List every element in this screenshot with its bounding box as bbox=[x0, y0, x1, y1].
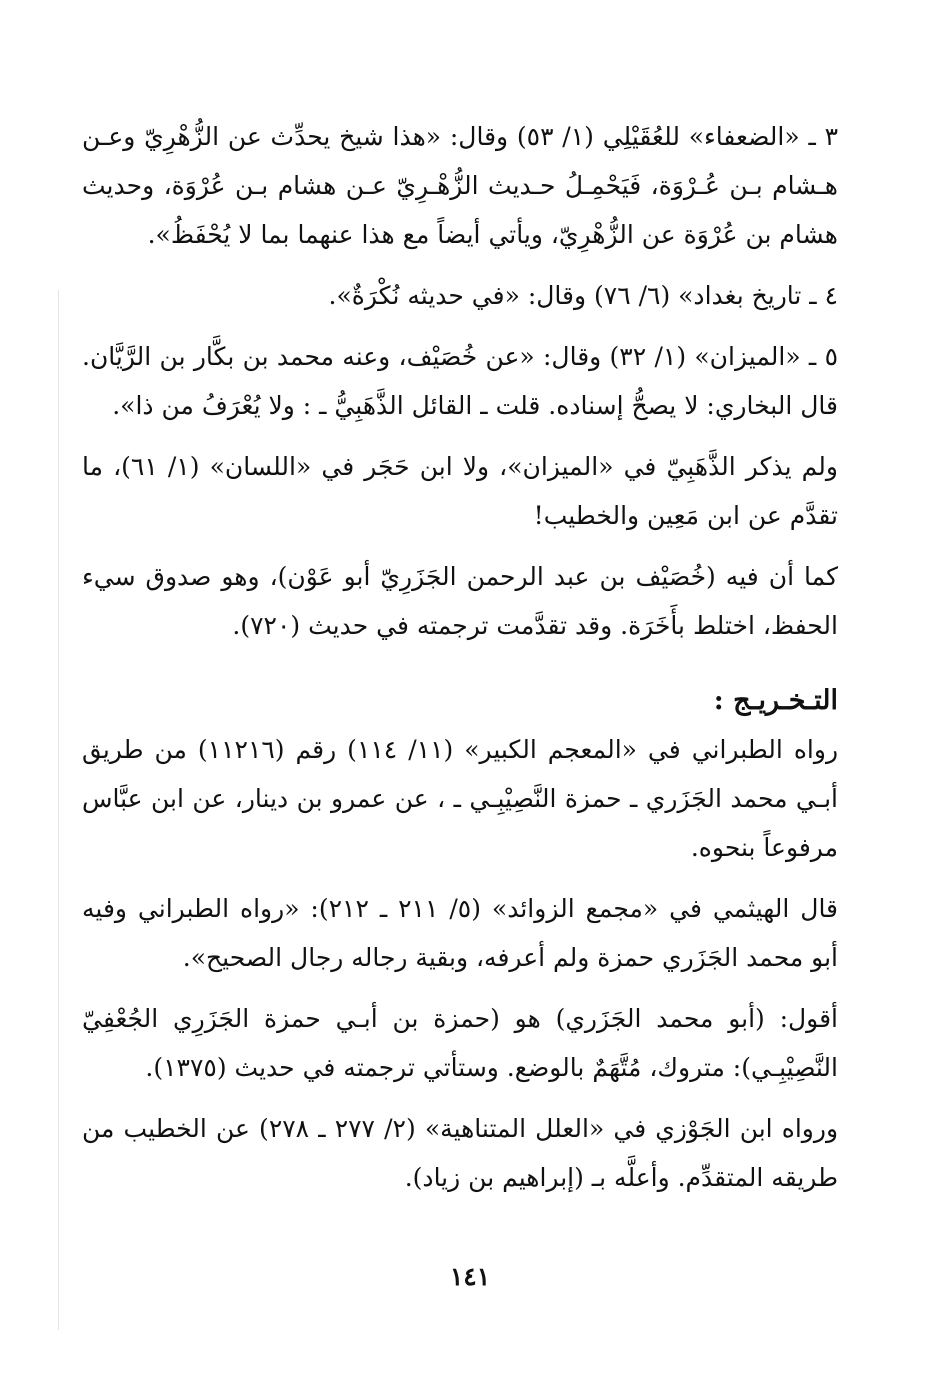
takhrij-ibn-jawzi: ورواه ابن الجَوْزي في «العلل المتناهية» (٢/ ٢٧٧ ـ ٢٧٨) عن الخطيب من طريقه المتقدِّم. وأعلَّه بـ (إبراهيم بن زياد). bbox=[82, 1114, 839, 1192]
scan-edge-line bbox=[58, 290, 59, 1330]
page-number: ١٤١ bbox=[449, 1262, 491, 1291]
note-paragraph-khusayf: كما أن فيه (خُصَيْف بن عبد الرحمن الجَزَرِيّ أبو عَوْن)، وهو صدوق سيء الحفظ، اختلط بأَخَرَة. وقد تقدَّمت ترجمته في حديث (٧٢٠). bbox=[82, 562, 838, 640]
footnote-3: ٣ ـ «الضعفاء» للعُقَيْلِي (١/ ٥٣) وقال: «هذا شيخ يحدِّث عن الزُّهْرِيّ وعـن هـشام بـن عُـرْوَة، فَيَحْمِـلُ حـديث الزُّهْـرِيّ عـن هشام بـن عُرْوَة، وحديث هشام بن عُرْوَة عن الزُّهْرِيّ، ويأتي أيضاً مع هذا عنهما بما لا يُحْفَظُ». bbox=[82, 122, 838, 249]
note-paragraph-dhahabi: ولم يذكر الذَّهَبِيّ في «الميزان»، ولا ابن حَجَر في «اللسان» (١/ ٦١)، ما تقدَّم عن ابن مَعِين والخطيب! bbox=[82, 452, 838, 530]
takhrij-author-comment: أقول: (أبو محمد الجَزَري) هو (حمزة بن أبـي حمزة الجَزَرِي الجُعْفِيّ النَّصِيْبِـي): متروك، مُتَّهَمٌ بالوضع. وستأتي ترجمته في حديث (١٣٧٥). bbox=[82, 1004, 838, 1082]
footnote-5: ٥ ـ «الميزان» (١/ ٣٢) وقال: «عن خُصَيْف، وعنه محمد بن بكَّار بن الرَّيَّان. قال البخاري: لا يصحُّ إسناده. قلت ـ القائل الذَّهَبِيُّ ـ : ولا يُعْرَفُ من ذا». bbox=[82, 342, 839, 420]
footnote-4: ٤ ـ تاريخ بغداد» (٦/ ٧٦) وقال: «في حديثه نُكْرَةٌ». bbox=[328, 281, 838, 310]
section-heading-takhrij: التـخـريـج : bbox=[713, 685, 838, 716]
takhrij-haythami: قال الهيثمي في «مجمع الزوائد» (٥/ ٢١١ ـ ٢١٢): «رواه الطبراني وفيه أبو محمد الجَزَري حمزة ولم أعرفه، وبقية رجاله رجال الصحيح». bbox=[82, 894, 839, 972]
takhrij-tabarani: رواه الطبراني في «المعجم الكبير» (١١/ ١١٤) رقم (١١٢١٦) من طريق أبـي محمد الجَزَري ـ حمزة النَّصِيْبِـي ـ ، عن عمرو بن دينار، عن ابن عبَّاس مرفوعاً بنحوه. bbox=[82, 735, 839, 862]
page-body bbox=[82, 112, 838, 1202]
